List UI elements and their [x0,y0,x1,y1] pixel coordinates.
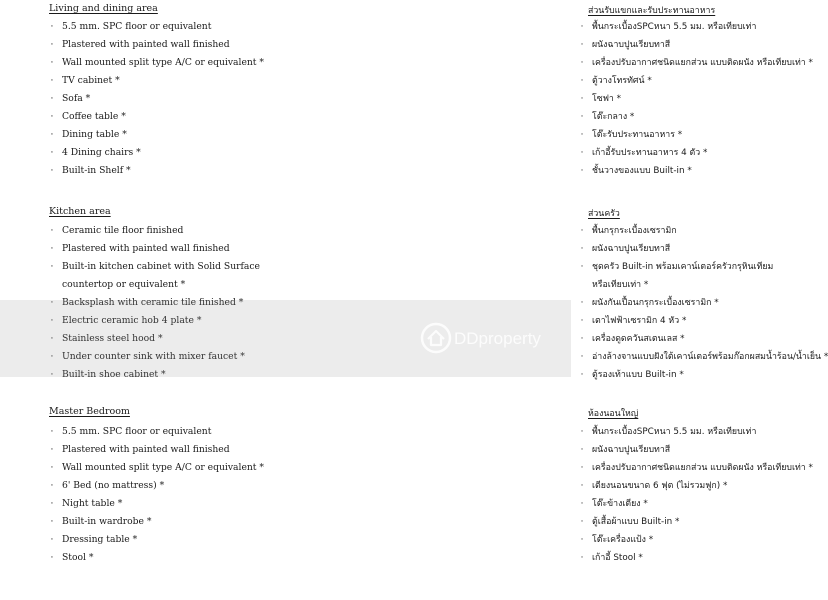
list-item-text: ผนังฉาบปูนเรียบทาสี [592,40,671,50]
bullet: · [580,463,584,473]
bullet: · [580,22,584,32]
list-item-text: ชุดครัว Built-in พร้อมเคาน์เตอร์ครัวกรุหินเทียม [592,262,774,272]
bullet: · [580,517,584,527]
bullet: · [580,370,584,380]
bullet: · [580,226,584,236]
section-title: Living and dining area [49,3,158,14]
bullet: · [580,148,584,158]
bullet: · [580,535,584,545]
list-item-text: ผนังกันเปื้อนกรุกระเบื้องเซรามิก * [592,298,719,308]
list-item-text: โต๊ะเครื่องแป้ง * [592,535,654,545]
bullet: · [50,426,54,437]
list-item-text: Sofa * [62,93,91,104]
list-item-text: เครื่องดูดควันสเตนเลส * [592,334,685,344]
list-item-text: พื้นกระเบื้องSPCหนา 5.5 มม. หรือเทียบเท่า [592,427,757,437]
list-item-text: Plastered with painted wall finished [62,39,230,50]
ddproperty-watermark [420,322,550,354]
bullet: · [50,369,54,380]
bullet: · [580,553,584,563]
bullet: · [50,351,54,362]
bullet: · [580,262,584,272]
list-item-text: ตู้เสื้อผ้าแบบ Built-in * [592,517,680,527]
bullet: · [580,298,584,308]
list-item-text: ผนังฉาบปูนเรียบทาสี [592,244,671,254]
list-item-text: Wall mounted split type A/C or equivalent * [62,462,264,473]
house-logo-icon [422,324,450,352]
bullet: · [580,427,584,437]
bullet: · [50,111,54,122]
list-item-text: Ceramic tile floor finished [62,225,184,236]
bullet: · [580,94,584,104]
bullet: · [50,552,54,563]
bullet: · [580,481,584,491]
list-item-text: เตียงนอนขนาด 6 ฟุต (ไม่รวมฟูก) * [592,481,728,491]
section-title: ส่วนครัว [588,209,620,219]
bullet: · [580,316,584,326]
bullet: · [580,112,584,122]
bullet: · [50,129,54,140]
list-item-text: พื้นกรุกระเบื้องเซรามิก [592,226,677,236]
bullet: · [50,333,54,344]
bullet: · [50,498,54,509]
list-item-text: Plastered with painted wall finished [62,243,230,254]
list-item-text: Coffee table * [62,111,126,122]
bullet: · [580,352,584,362]
bullet: · [580,499,584,509]
list-item-text: Dining table * [62,129,127,140]
list-item-text: Under counter sink with mixer faucet * [62,351,245,362]
list-item-text: Wall mounted split type A/C or equivalent * [62,57,264,68]
bullet: · [580,130,584,140]
list-item-text: พื้นกระเบื้องSPCหนา 5.5 มม. หรือเทียบเท่า [592,22,757,32]
bullet: · [50,315,54,326]
list-item-text: 5.5 mm. SPC floor or equivalent [62,21,212,32]
bullet: · [50,534,54,545]
list-item-text: โต๊ะกลาง * [592,112,635,122]
list-item-text: โซฟา * [592,94,622,104]
list-item-text: 6' Bed (no mattress) * [62,480,165,491]
bullet: · [50,444,54,455]
list-item-text: 4 Dining chairs * [62,147,141,158]
bullet: · [580,244,584,254]
bullet: · [50,261,54,272]
list-item-text: เครื่องปรับอากาศชนิดแยกส่วน แบบติดผนัง หรือเทียบเท่า * [592,58,813,68]
list-item-text: Built-in kitchen cabinet with Solid Surface [62,261,260,272]
list-item-text: อ่างล้างจานแบบฝังใต้เคาน์เตอร์พร้อมก๊อกผสมน้ำร้อน/น้ำเย็น * [592,352,828,362]
list-item-text: เก้าอี้ Stool * [592,553,643,563]
section-title: ส่วนรับแขกและรับประทานอาหาร [588,6,716,16]
bullet: · [50,297,54,308]
bullet: · [50,21,54,32]
watermark-text: DDproperty [454,329,541,348]
list-item-text: ผนังฉาบปูนเรียบทาสี [592,445,671,455]
list-item-text: Stool * [62,552,94,563]
section-title: Master Bedroom [49,406,130,417]
list-item-text: ชั้นวางของแบบ Built-in * [592,166,692,176]
section-title: ห้องนอนใหญ่ [588,409,639,419]
bullet: · [580,76,584,86]
bullet: · [50,57,54,68]
list-item-text: countertop or equivalent * [62,279,186,290]
list-item-text: Built-in shoe cabinet * [62,369,166,380]
list-item-text: Backsplash with ceramic tile finished * [62,297,244,308]
bullet: · [580,334,584,344]
list-item-text: Night table * [62,498,123,509]
bullet: · [50,39,54,50]
bullet: · [50,165,54,176]
list-item-text: หรือเทียบเท่า * [592,280,649,290]
list-item-text: เตาไฟฟ้าเซรามิก 4 หัว * [592,316,687,326]
bullet: · [580,40,584,50]
list-item-text: เก้าอี้รับประทานอาหาร 4 ตัว * [592,148,708,158]
bullet: · [50,93,54,104]
section-title: Kitchen area [49,206,111,217]
list-item-text: ตู้วางโทรทัศน์ * [592,76,652,86]
bullet: · [50,516,54,527]
list-item-text: เครื่องปรับอากาศชนิดแยกส่วน แบบติดผนัง หรือเทียบเท่า * [592,463,813,473]
list-item-text: ตู้รองเท้าแบบ Built-in * [592,370,684,380]
bullet: · [50,225,54,236]
bullet: · [50,462,54,473]
bullet: · [50,480,54,491]
list-item-text: Stainless steel hood * [62,333,163,344]
list-item-text: Built-in wardrobe * [62,516,152,527]
list-item-text: Electric ceramic hob 4 plate * [62,315,202,326]
list-item-text: Dressing table * [62,534,138,545]
bullet: · [580,166,584,176]
list-item-text: โต๊ะข้างเตียง * [592,499,648,509]
list-item-text: Plastered with painted wall finished [62,444,230,455]
bullet: · [50,147,54,158]
bullet: · [50,75,54,86]
bullet: · [580,58,584,68]
list-item-text: TV cabinet * [62,75,120,86]
bullet: · [580,445,584,455]
list-item-text: 5.5 mm. SPC floor or equivalent [62,426,212,437]
list-item-text: Built-in Shelf * [62,165,131,176]
list-item-text: โต๊ะรับประทานอาหาร * [592,130,683,140]
bullet: · [50,243,54,254]
